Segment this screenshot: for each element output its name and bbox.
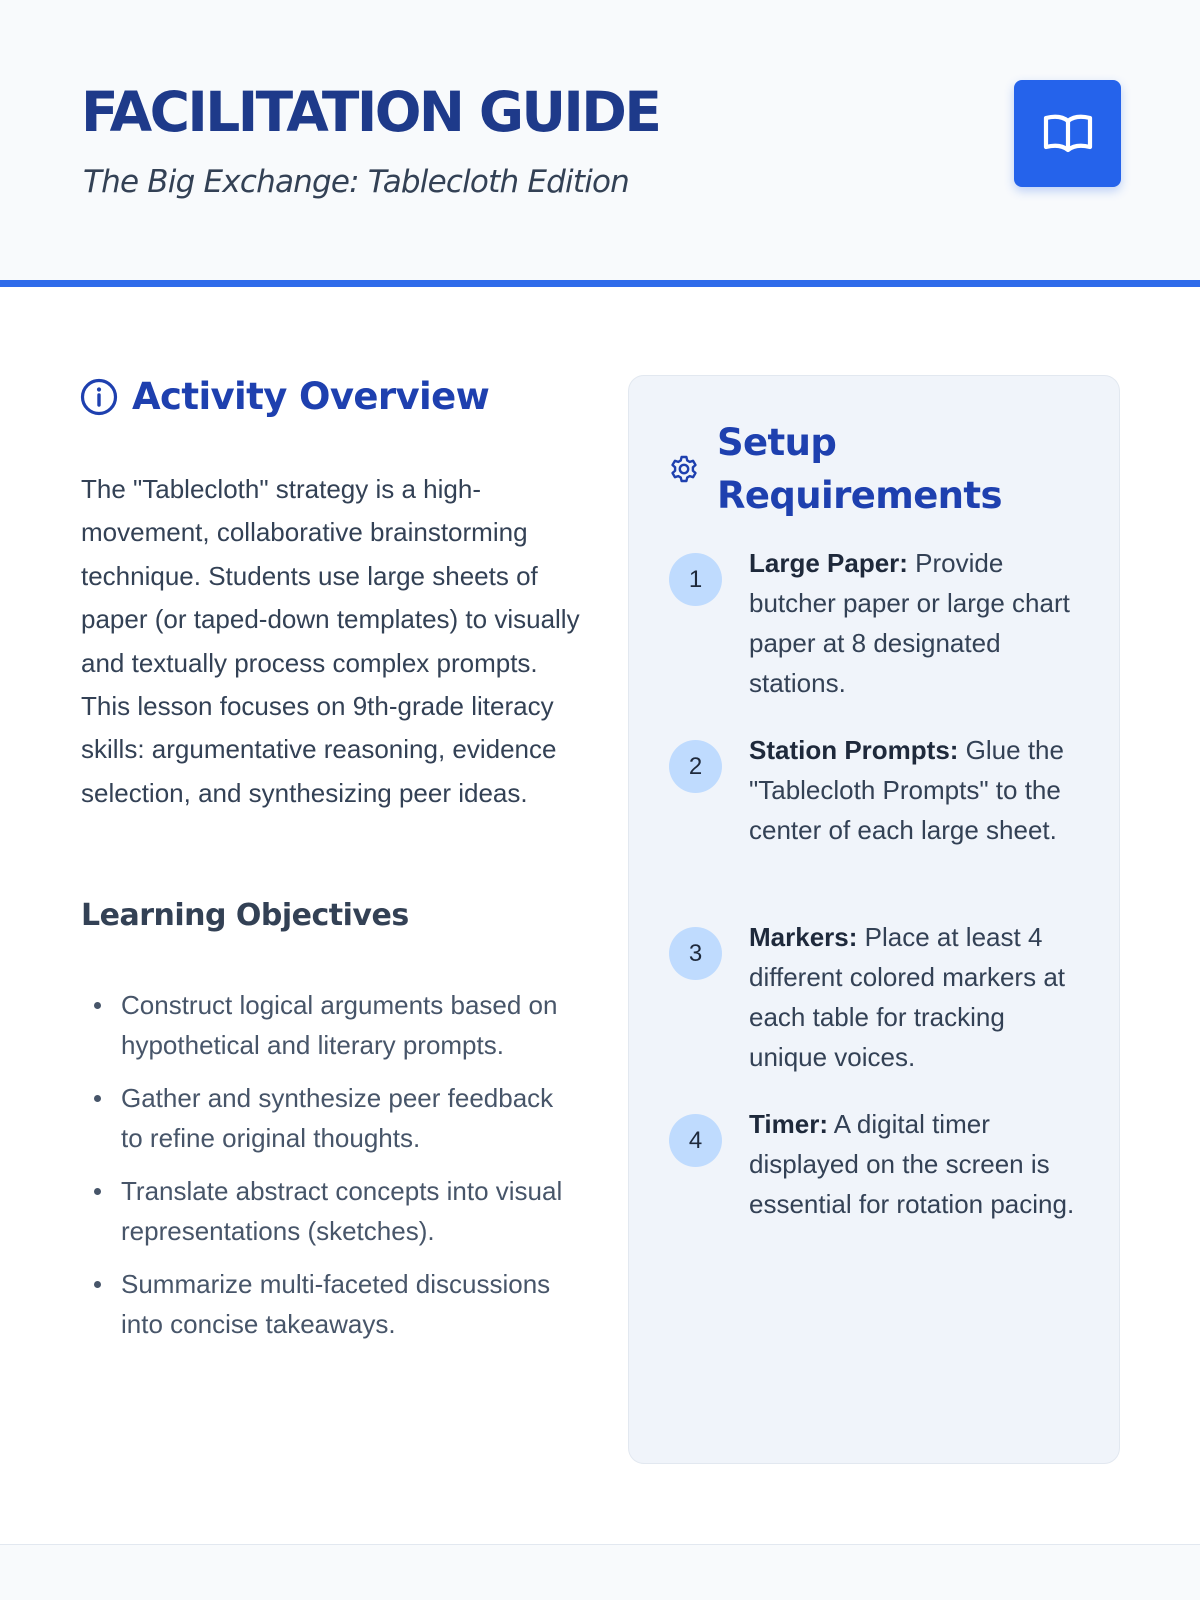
page-title: FACILITATION GUIDE [81,80,660,144]
step-number-badge: 1 [669,553,722,606]
step-number-badge: 2 [669,740,722,793]
objective-text: Translate abstract concepts into visual representations (sketches). [121,1176,563,1246]
objective-text: Construct logical arguments based on hypothetical and literary prompts. [121,990,558,1060]
objective-item [81,1264,581,1344]
objective-item [81,1078,581,1158]
setup-item-description: Place at least 4 different colored markers at each table for tracking unique voices. [749,922,1065,1072]
footer [0,1544,1200,1600]
setup-requirements-panel [628,375,1120,1464]
activity-overview-heading [80,375,489,418]
setup-item-text [749,730,1089,850]
header [0,0,1200,287]
activity-overview-text: The "Tablecloth" strategy is a high-movement, collaborative brainstorming technique. Students use large sheets of paper (or taped-down templates) to visually and textually process complex prompts. This lesson focuses on 9th-grade literacy skills: argumentative reasoning, evidence selection, and synthesizing peer ideas. [81,474,580,808]
bullet-dot [94,1188,101,1195]
setup-item-text [749,917,1089,1077]
setup-item-description: Glue the "Tablecloth Prompts" to the center of each large sheet. [749,735,1064,845]
bullet-dot [94,1095,101,1102]
learning-objectives-list [81,985,581,1357]
page-subtitle: The Big Exchange: Tablecloth Edition [83,164,630,200]
setup-item-description: Provide butcher paper or large chart paper at 8 designated stations. [749,548,1070,698]
setup-item-label: Timer: [749,1109,828,1139]
bullet-dot [94,1281,101,1288]
setup-requirements-title: Setup Requirements [717,421,1002,517]
objective-text: Gather and synthesize peer feedback to refine original thoughts. [121,1083,554,1153]
activity-overview-title: Activity Overview [132,375,490,418]
bullet-dot [94,1002,101,1009]
objective-item [81,985,581,1065]
objective-text: Summarize multi-faceted discussions into concise takeaways. [121,1269,551,1339]
setup-item-text [749,1104,1089,1224]
book-icon [1042,112,1094,156]
guide-book-button[interactable] [1014,80,1121,187]
learning-objectives-heading: Learning Objectives [81,898,409,933]
setup-item-label: Large Paper: [749,548,908,578]
info-icon [80,378,118,416]
gear-icon [669,454,699,484]
setup-item-label: Markers: [749,922,858,952]
setup-item-label: Station Prompts: [749,735,959,765]
setup-item-text [749,543,1089,703]
setup-item-description: A digital timer displayed on the screen is essential for rotation pacing. [749,1109,1075,1219]
objective-item [81,1171,581,1251]
step-number-badge: 3 [669,927,722,980]
step-number-badge: 4 [669,1114,722,1167]
